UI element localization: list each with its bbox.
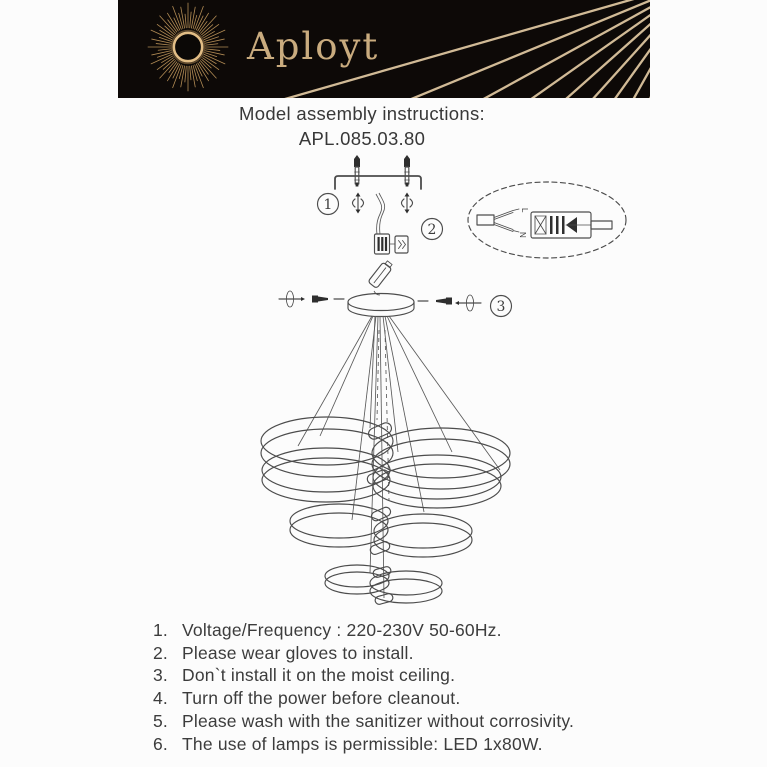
screw-rotation-icon [279, 291, 305, 307]
list-item-text: Voltage/Frequency : 220-230V 50-60Hz. [182, 620, 502, 640]
screw-icon [354, 155, 360, 187]
list-item [138, 710, 658, 733]
wall-anchor-icon [402, 193, 413, 214]
power-cable [376, 193, 385, 234]
step-3-badge [491, 296, 512, 317]
step-2-badge [422, 219, 443, 240]
screw-rotation-icon [455, 295, 481, 311]
suspension-wires [298, 316, 500, 598]
bolt-icon [312, 296, 328, 303]
svg-text:1: 1 [323, 197, 333, 213]
list-item [138, 619, 658, 642]
ring-medium-left [290, 504, 388, 547]
wiring-inset [468, 182, 626, 258]
ceiling-canopy [348, 294, 414, 317]
instruction-list [138, 619, 658, 755]
ring-medium-right [374, 514, 472, 557]
bolt-icon [436, 298, 452, 305]
strain-relief-connector [368, 259, 394, 288]
list-item-number: 4. [153, 688, 168, 709]
list-item-number: 1. [153, 620, 168, 640]
list-item [138, 733, 658, 756]
neutral-label: N [518, 232, 527, 238]
list-item [138, 687, 658, 710]
model-number: APL.085.03.80 [298, 128, 426, 149]
step-1-badge [318, 194, 339, 215]
list-item-text: Don`t install it on the moist ceiling. [182, 665, 456, 686]
list-item-number: 6. [153, 733, 168, 754]
list-item-number: 5. [153, 710, 168, 731]
terminal-block [375, 234, 396, 254]
screw-icon [404, 155, 410, 187]
svg-text:2: 2 [427, 222, 437, 238]
list-item-text: Please wear gloves to install. [182, 642, 414, 663]
ring-small-left [325, 565, 389, 594]
list-item-number: 2. [153, 642, 168, 663]
list-item-text: Turn off the power before cleanout. [182, 688, 461, 709]
list-item-number: 3. [153, 665, 168, 686]
list-item-text: Please wash with the sanitizer without corrosivity. [182, 710, 575, 731]
wall-anchor-icon [353, 193, 364, 214]
page-title: Model assembly instructions: [239, 103, 485, 124]
live-label: L [520, 208, 529, 213]
list-item [138, 664, 658, 687]
list-item [138, 642, 658, 665]
brand-name: Aployt [247, 25, 380, 68]
ring-large-lower-left [262, 448, 390, 502]
cable-clamp [395, 236, 408, 253]
list-item-text: The use of lamps is permissible: LED 1x80W. [182, 733, 543, 754]
svg-text:3: 3 [496, 299, 506, 315]
